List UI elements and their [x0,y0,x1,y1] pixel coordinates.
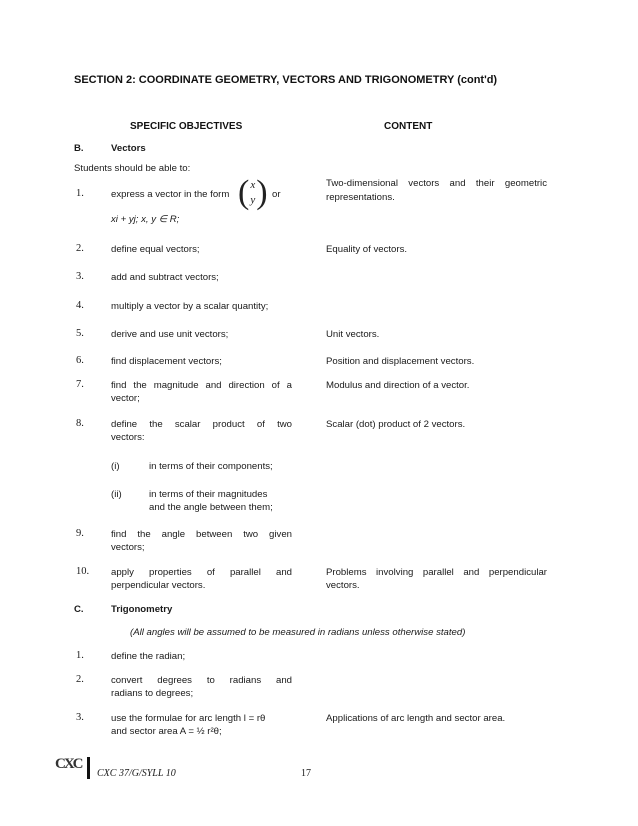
content-text: Unit vectors. [326,329,380,340]
item-number: 10. [76,566,90,577]
item-number: 3. [76,271,84,282]
vectors-intro: Students should be able to: [74,163,191,174]
vectors-title: Vectors [111,143,146,154]
item-number: 9. [76,528,84,539]
objective-text: convert degrees to radians and [111,675,292,686]
objective-text: radians to degrees; [111,688,194,699]
item-number: 7. [76,379,84,390]
item-number: 6. [76,355,84,366]
objective-text: define the scalar product of two [111,419,292,430]
item-number: 1. [76,650,84,661]
footer-divider [87,757,90,779]
content-text: Scalar (dot) product of 2 vectors. [326,419,466,430]
page-number: 17 [301,768,311,779]
sub-item-text: and the angle between them; [149,502,273,513]
left-paren-glyph: ( [238,174,250,211]
item-number: 1. [76,188,84,199]
objective-text: vectors: [111,432,145,443]
item-number: 2. [76,674,84,685]
objective-text: and sector area A = ½ r²θ; [111,726,222,737]
objective-text-b: xi + yj; x, y ∈ R; [111,214,180,225]
trig-title: Trigonometry [111,604,173,615]
item-number: 3. [76,712,84,723]
trig-label: C. [74,604,84,615]
section-title: SECTION 2: COORDINATE GEOMETRY, VECTORS AND TRIGONOMETRY (cont'd) [74,74,498,86]
objective-text: perpendicular vectors. [111,580,206,591]
objectives-header: SPECIFIC OBJECTIVES [130,121,243,132]
sub-item-label: (i) [111,461,120,472]
syllabus-code: CXC 37/G/SYLL 10 [97,768,176,779]
vector-y: y [250,194,256,206]
column-vector [238,176,268,210]
content-text: Problems involving parallel and perpendicular [326,567,547,578]
objective-text: multiply a vector by a scalar quantity; [111,301,269,312]
right-paren-glyph: ) [256,174,268,211]
or-text: or [272,189,281,200]
content-text: vectors. [326,580,360,591]
content-text: representations. [326,192,395,203]
objective-text: express a vector in the form [111,189,230,200]
objective-text: add and subtract vectors; [111,272,219,283]
vectors-label: B. [74,143,84,154]
objective-text: find the magnitude and direction of a [111,380,292,391]
objective-text: find displacement vectors; [111,356,222,367]
item-number: 2. [76,243,84,254]
vector-components [250,178,255,208]
objective-text: define the radian; [111,651,186,662]
content-header: CONTENT [384,121,433,132]
item-number: 8. [76,418,84,429]
item-number: 4. [76,300,84,311]
objective-text: apply properties of parallel and [111,567,292,578]
objective-text: use the formulae for arc length l = rθ [111,713,266,724]
content-text: Equality of vectors. [326,244,408,255]
item-number: 5. [76,328,84,339]
content-text: Position and displacement vectors. [326,356,475,367]
sub-item-text: in terms of their components; [149,461,273,472]
sub-item-text: in terms of their magnitudes [149,489,268,500]
vector-x: x [250,179,256,191]
sub-item-label: (ii) [111,489,122,500]
content-text: Applications of arc length and sector area. [326,713,506,724]
content-text: Two-dimensional vectors and their geometric [326,178,547,189]
objective-text: find the angle between two given [111,529,292,540]
objective-text: vector; [111,393,140,404]
objective-text: vectors; [111,542,145,553]
trig-note: (All angles will be assumed to be measured in radians unless otherwise stated) [130,627,466,638]
objective-text: derive and use unit vectors; [111,329,229,340]
cxc-logo: CXC [55,756,82,772]
objective-text: define equal vectors; [111,244,200,255]
content-text: Modulus and direction of a vector. [326,380,470,391]
